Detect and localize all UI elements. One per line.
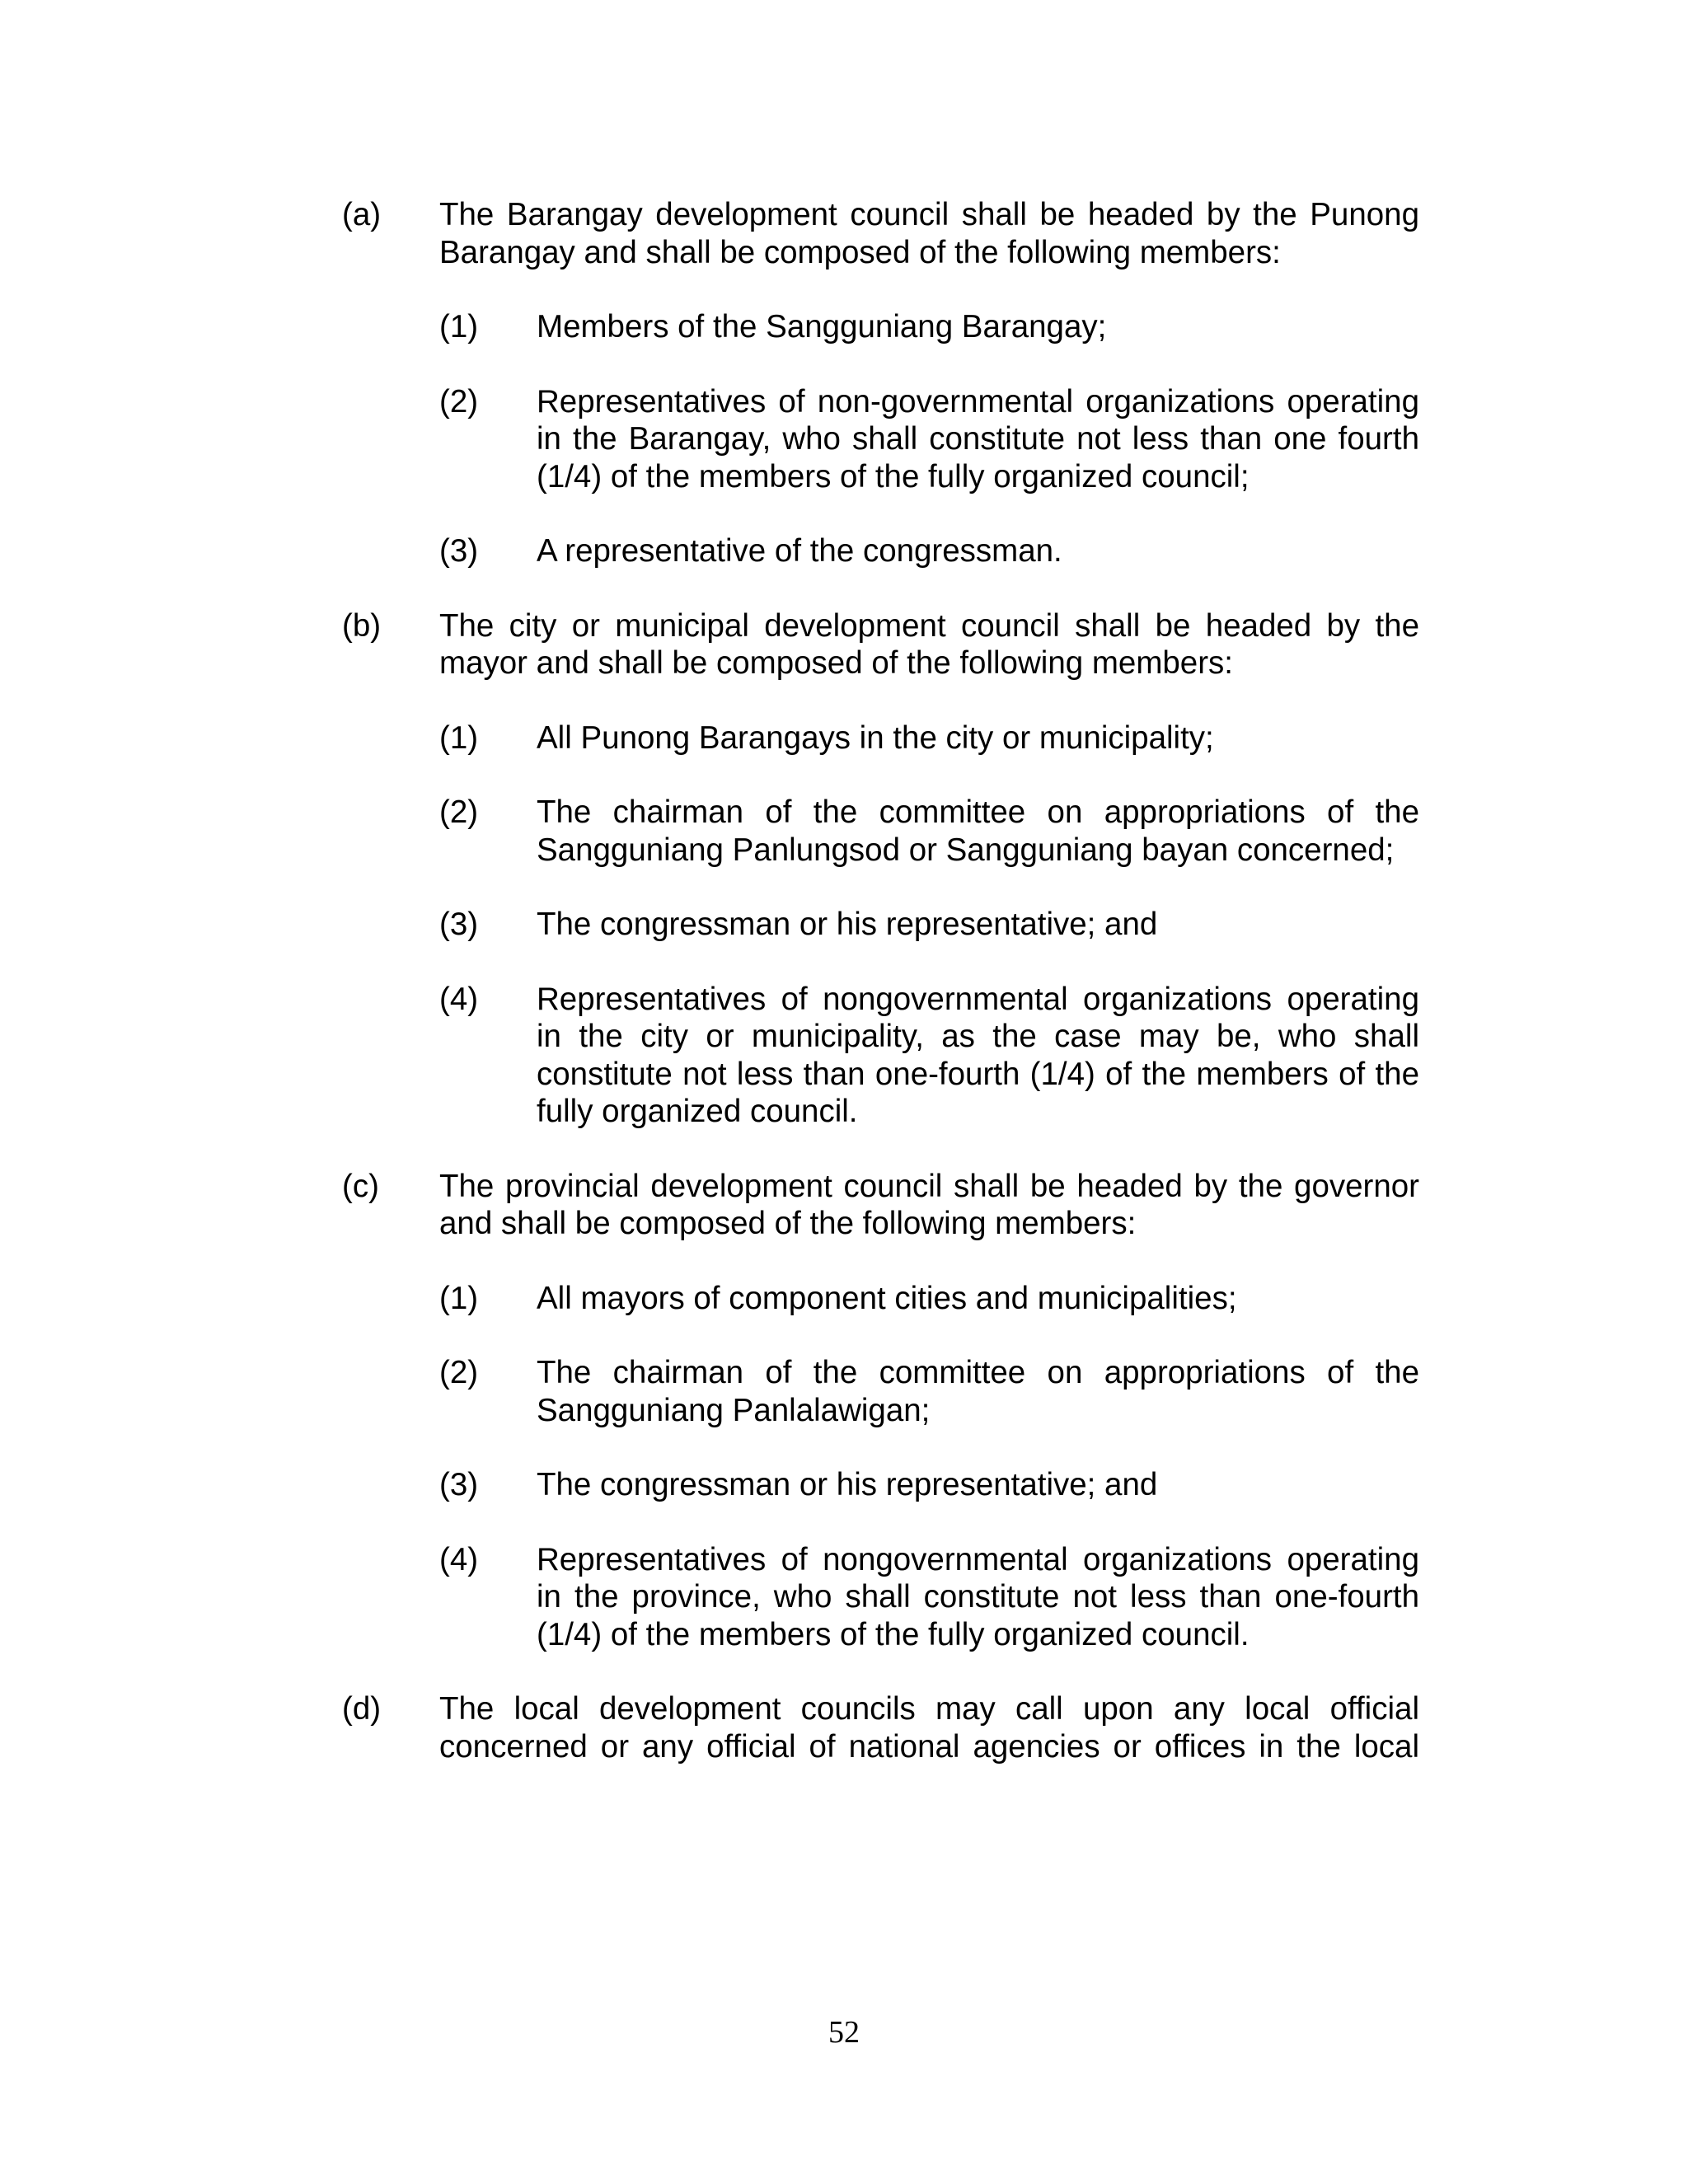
member-list [439,719,1419,1131]
list-item [439,1541,1419,1654]
item-marker: (4) [439,1541,479,1577]
section-marker: (b) [342,607,382,644]
item-marker: (2) [439,383,479,419]
section-a [342,196,1419,570]
item-marker: (1) [439,309,479,344]
list-item [439,794,1419,869]
item-text: The chairman of the committee on appropriations of the Sangguniang Panlungsod or Sangguniang bayan concerned; [537,794,1419,868]
section-text: The city or municipal development council shall be headed by the mayor and shall be composed of the following members: [439,607,1419,681]
list-item [439,308,1419,346]
member-list [439,308,1419,570]
document-body [342,196,1419,1802]
section-marker: (d) [342,1691,382,1727]
item-marker: (1) [439,719,479,756]
item-marker: (2) [439,1355,479,1390]
item-text: The congressman or his representative; and [537,1467,1158,1502]
list-item [439,1280,1419,1318]
section-d [342,1690,1419,1765]
section-text: The Barangay development council shall be headed by the Punong Barangay and shall be composed of the following members: [439,197,1419,270]
item-marker: (3) [439,1467,479,1502]
list-item [439,532,1419,570]
item-marker: (3) [439,907,479,942]
item-text: All Punong Barangays in the city or municipality; [537,719,1214,756]
item-text: Representatives of non-governmental organizations operating in the Barangay, who shall constitute not less than one fourth (1/4) of the members of the fully organized council; [537,383,1419,494]
page-number: 52 [828,2015,860,2050]
section-text: The local development councils may call upon any local official concerned or any official of national agencies or offices in the local [439,1691,1419,1765]
item-text: The congressman or his representative; and [537,907,1158,942]
item-marker: (1) [439,1280,479,1316]
item-text: Representatives of nongovernmental organizations operating in the city or municipality, as the case may be, who shall constitute not less than one-fourth (1/4) of the members of the fully organized council. [537,981,1419,1129]
list-item [439,981,1419,1131]
section-text: The provincial development council shall be headed by the governor and shall be composed of the following members: [439,1168,1419,1241]
member-list [439,1280,1419,1654]
item-text: All mayors of component cities and municipalities; [537,1280,1237,1316]
section-marker: (c) [342,1168,379,1204]
section-marker: (a) [342,197,382,232]
item-marker: (3) [439,533,479,569]
section-b [342,607,1419,1131]
item-marker: (4) [439,981,479,1017]
list-item [439,719,1419,757]
list-item [439,1354,1419,1429]
list-item [439,1466,1419,1504]
list-item [439,906,1419,944]
item-text: Representatives of nongovernmental organizations operating in the province, who shall constitute not less than one-fourth (1/4) of the members of the fully organized council. [537,1541,1419,1652]
item-text: A representative of the congressman. [537,533,1062,569]
list-item [439,383,1419,496]
item-text: The chairman of the committee on appropriations of the Sangguniang Panlalawigan; [537,1355,1419,1428]
item-marker: (2) [439,794,479,830]
item-text: Members of the Sangguniang Barangay; [537,309,1107,344]
section-c [342,1168,1419,1654]
